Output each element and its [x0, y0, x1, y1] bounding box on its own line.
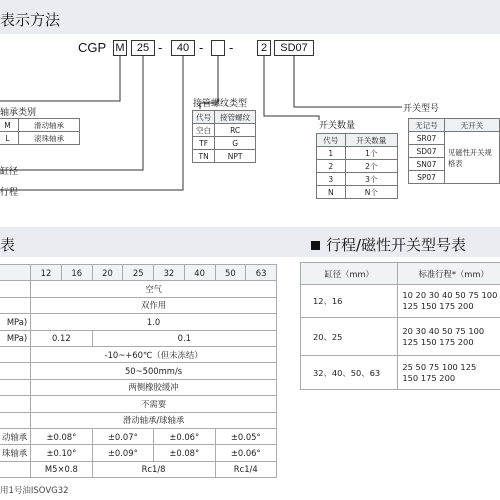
table-row — [0, 396, 277, 412]
table-row — [0, 461, 277, 477]
bore-label: 缸径 — [0, 167, 19, 177]
table-row — [0, 314, 277, 330]
thread-code: TN — [193, 150, 215, 163]
spec-label-cell — [0, 265, 31, 281]
spec-value: 0.1 — [92, 330, 276, 346]
spec-value: Rc1/4 — [215, 461, 277, 477]
code-switch-box: SD07 — [274, 40, 314, 56]
table-row — [409, 119, 500, 132]
stroke-line: 150 175 200 — [402, 372, 456, 383]
switch-count-title: 开关数量 — [319, 121, 356, 131]
bore-header: 32 — [154, 265, 185, 281]
spec-value: 双作用 — [31, 297, 277, 313]
count-code: 3 — [317, 173, 346, 186]
table-row — [317, 147, 398, 160]
switch-type-table — [408, 118, 500, 184]
switch-code: SP07 — [409, 171, 445, 184]
table-row — [0, 428, 277, 444]
table-row — [0, 132, 80, 145]
count-header-code: 代号 — [317, 134, 346, 147]
stroke-values — [398, 318, 500, 356]
spec-value: ±0.09° — [92, 445, 153, 461]
spec-label — [0, 379, 31, 395]
spec-value: ±0.05° — [215, 428, 277, 444]
spec-value: ±0.10° — [31, 445, 93, 461]
switch-count-table — [316, 133, 398, 199]
stroke-bore: 12、16 — [301, 285, 398, 318]
thread-table — [192, 110, 256, 163]
code-count-box: 2 — [257, 40, 271, 56]
count-code: 2 — [317, 160, 346, 173]
stroke-table — [300, 262, 500, 390]
notation-title: 表示方法 — [0, 11, 61, 29]
stroke-table-heading — [311, 234, 466, 255]
table-row — [0, 119, 80, 132]
table-row — [0, 297, 277, 313]
spec-value: ±0.07° — [92, 428, 153, 444]
table-row — [301, 318, 500, 356]
bearing-title: 轴承类别 — [0, 108, 37, 118]
switch-code: SD07 — [409, 145, 445, 158]
switch-code: SR07 — [409, 132, 445, 145]
stroke-values — [398, 356, 500, 390]
spec-value: 1.0 — [31, 314, 277, 330]
table-row — [0, 281, 277, 297]
stroke-line: 125 150 175 200 — [402, 301, 474, 311]
table-row — [317, 173, 398, 186]
table-row — [301, 263, 500, 285]
count-code: 1 — [317, 147, 346, 160]
switch-type-title: 开关型号 — [403, 104, 440, 114]
table-row — [193, 111, 256, 124]
stroke-line: 20 30 40 50 75 100 — [402, 325, 485, 336]
spec-label — [0, 412, 31, 428]
spec-value: Rc1/8 — [92, 461, 215, 477]
thread-title: 接管螺纹类型 — [193, 99, 248, 109]
bore-header: 20 — [92, 265, 123, 281]
table-row — [0, 412, 277, 428]
thread-header-code: 代号 — [193, 111, 215, 124]
bearing-code: L — [0, 132, 19, 145]
stroke-bore: 20、25 — [301, 318, 398, 356]
switch-header-mark: 无记号 — [409, 119, 445, 132]
table-row — [193, 150, 256, 163]
spec-label — [0, 461, 31, 477]
code-dash-3: - — [229, 40, 234, 55]
stroke-bore: 32、40、50、63 — [301, 356, 398, 390]
spec-value: M5×0.8 — [31, 461, 93, 477]
code-bearing-box: M — [113, 40, 127, 56]
spec-value: ±0.06° — [215, 445, 277, 461]
spec-label — [0, 396, 31, 412]
table-row — [0, 445, 277, 461]
square-bullet-icon — [311, 241, 320, 250]
spec-value: ±0.08° — [154, 445, 215, 461]
spec-value: ±0.08° — [31, 428, 93, 444]
stroke-header-bore: 缸径（mm） — [301, 263, 398, 285]
bore-header: 25 — [123, 265, 154, 281]
spec-value: ±0.06° — [154, 428, 215, 444]
table-row — [317, 160, 398, 173]
count-code: N — [317, 186, 346, 199]
bore-header: 12 — [31, 265, 62, 281]
table-row — [0, 330, 277, 346]
thread-code: TF — [193, 137, 215, 150]
bore-header: 50 — [215, 265, 246, 281]
spec-value: 50~500mm/s — [31, 363, 277, 379]
thread-value: G — [215, 137, 256, 150]
table-row — [301, 356, 500, 390]
bore-header: 63 — [246, 265, 277, 281]
count-header-qty: 开关数量 — [345, 134, 397, 147]
spec-value: -10~+60℃（但未冻结） — [31, 346, 277, 362]
spec-value: 空气 — [31, 281, 277, 297]
spec-table — [0, 264, 277, 478]
bearing-desc: 滚珠轴承 — [19, 132, 80, 145]
spec-label — [0, 281, 31, 297]
count-qty: N个 — [345, 186, 397, 199]
table-row — [193, 124, 256, 137]
spec-value: 两侧橡胶缓冲 — [31, 379, 277, 395]
bore-header: 40 — [184, 265, 215, 281]
table-row — [0, 363, 277, 379]
bearing-desc: 滑动轴承 — [19, 119, 80, 132]
switch-header-none: 无开关 — [445, 119, 500, 132]
thread-value: NPT — [215, 150, 256, 163]
count-qty: 2个 — [345, 160, 397, 173]
table-row — [0, 379, 277, 395]
code-stroke-box: 40 — [171, 40, 195, 56]
table-row — [317, 186, 398, 199]
stroke-values — [398, 285, 500, 318]
spec-label: MPa) — [0, 330, 31, 346]
stroke-line: 10 20 30 40 50 75 100 — [402, 290, 498, 300]
table-row — [0, 346, 277, 362]
thread-code: 空白 — [193, 124, 215, 137]
table-row — [193, 137, 256, 150]
table-row — [0, 265, 277, 281]
spec-value: 不需要 — [31, 396, 277, 412]
bore-header: 16 — [61, 265, 92, 281]
count-qty: 1个 — [345, 147, 397, 160]
code-dash-1: - — [158, 40, 163, 55]
thread-value: RC — [215, 124, 256, 137]
spec-label — [0, 346, 31, 362]
spec-label: 动轴承 — [0, 428, 31, 444]
stroke-table-title: 行程/磁性开关型号表 — [326, 236, 467, 254]
switch-merged-note: 见磁性开关规格表 — [445, 132, 500, 184]
spec-label: MPa) — [0, 314, 31, 330]
stroke-line: 125 150 175 200 — [402, 336, 474, 347]
switch-code: SN07 — [409, 158, 445, 171]
count-qty: 3个 — [345, 173, 397, 186]
spec-footnote: 用1号油ISOVG32 — [0, 486, 69, 496]
stroke-header-stroke: 标准行程*（mm） — [398, 263, 500, 285]
spec-value: 滑动轴承/球轴承 — [31, 412, 277, 428]
bearing-table — [0, 118, 80, 145]
spec-label — [0, 363, 31, 379]
spec-value: 0.12 — [31, 330, 93, 346]
code-bore-box: 25 — [131, 40, 155, 56]
spec-title: 表 — [0, 236, 16, 254]
code-prefix: CGP — [78, 40, 107, 55]
table-row — [409, 132, 500, 145]
code-dash-2: - — [199, 40, 204, 55]
bearing-code: M — [0, 119, 19, 132]
thread-header-type: 接管螺纹 — [215, 111, 256, 124]
stroke-line: 25 50 75 100 125 — [402, 361, 477, 372]
spec-label — [0, 297, 31, 313]
spec-label: 珠轴承 — [0, 445, 31, 461]
stroke-label: 行程 — [0, 188, 19, 198]
table-row — [317, 134, 398, 147]
table-row — [301, 285, 500, 318]
